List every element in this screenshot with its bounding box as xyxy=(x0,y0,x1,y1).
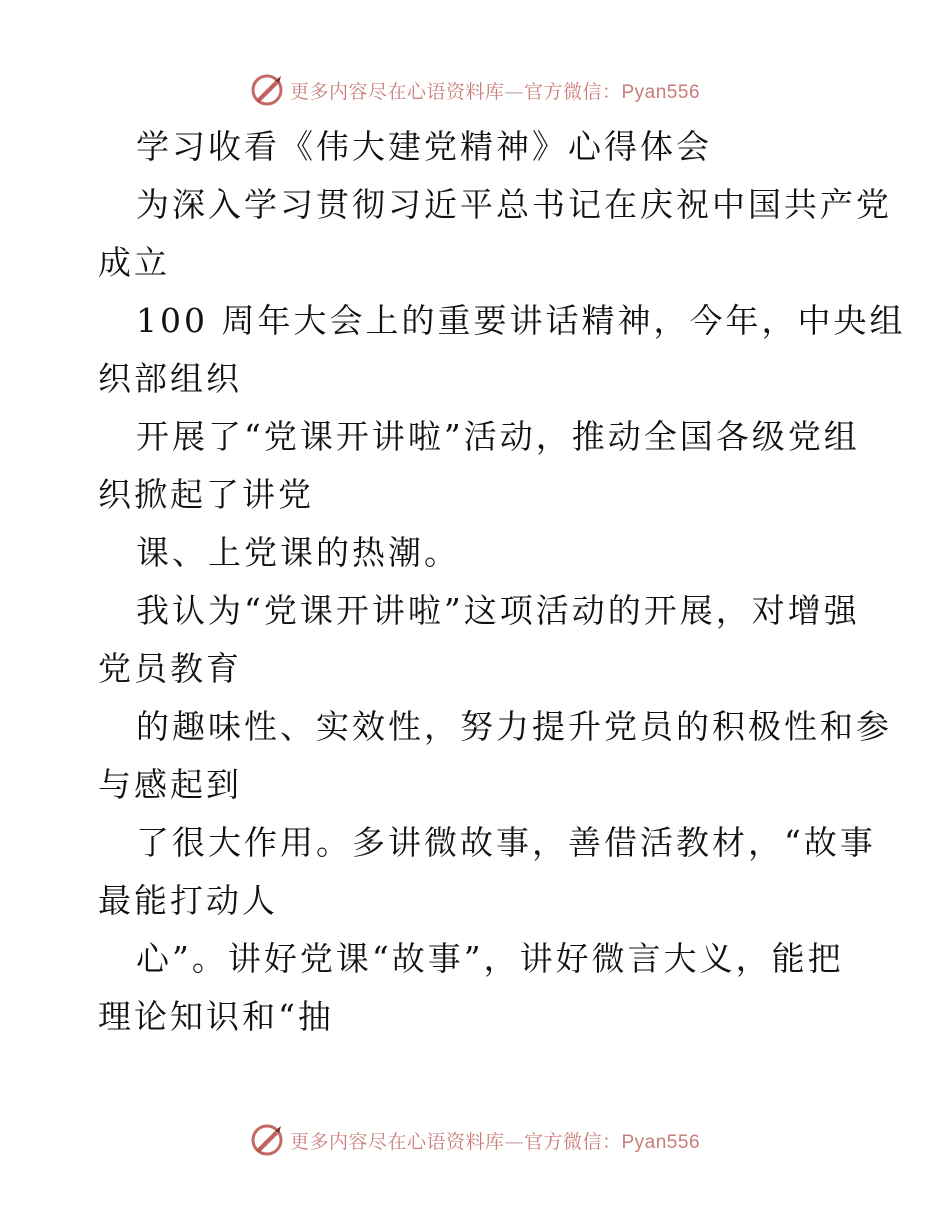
watermark-dash: — xyxy=(504,80,524,103)
text-line: 了很大作用。多讲微故事，善借活教材，“故事 xyxy=(136,823,876,862)
text-line: 的趣味性、实效性，努力提升党员的积极性和参 xyxy=(136,707,892,746)
watermark-main: 更多内容尽在心语资料库 xyxy=(289,80,505,103)
text-line: 课、上党课的热潮。 xyxy=(136,533,460,572)
watermark-text xyxy=(290,77,700,104)
watermark-text xyxy=(290,1127,700,1154)
watermark-main: 更多内容尽在心语资料库 xyxy=(289,1130,505,1153)
text-line: 党员教育 xyxy=(98,649,242,688)
watermark-id: Pyan556 xyxy=(621,81,701,103)
watermark-suffix: 官方微信： xyxy=(523,1130,622,1153)
text-line: 开展了“党课开讲啦”活动，推动全国各级党组 xyxy=(136,417,860,456)
document-body xyxy=(98,118,906,1046)
watermark-dash: — xyxy=(504,1130,524,1153)
header-watermark xyxy=(0,70,950,110)
text-line: 为深入学习贯彻习近平总书记在庆祝中国共产党 xyxy=(136,185,892,224)
text-line: 理论知识和“抽 xyxy=(98,997,334,1036)
quill-logo-icon xyxy=(250,1123,284,1157)
text-line: 我认为“党课开讲啦”这项活动的开展，对增强 xyxy=(136,591,860,630)
watermark-id: Pyan556 xyxy=(621,1131,701,1153)
text-line: 心”。讲好党课“故事”，讲好微言大义，能把 xyxy=(136,939,844,978)
text-line: 织部组织 xyxy=(98,359,242,398)
watermark-suffix: 官方微信： xyxy=(523,80,622,103)
text-line: 100 周年大会上的重要讲话精神，今年，中央组 xyxy=(136,301,906,340)
quill-logo-icon xyxy=(250,73,284,107)
footer-watermark xyxy=(0,1120,950,1160)
text-line: 织掀起了讲党 xyxy=(98,475,314,514)
text-line: 最能打动人 xyxy=(98,881,278,920)
text-line: 成立 xyxy=(98,243,170,282)
text-line: 与感起到 xyxy=(98,765,242,804)
document-title: 学习收看《伟大建党精神》心得体会 xyxy=(136,127,712,166)
